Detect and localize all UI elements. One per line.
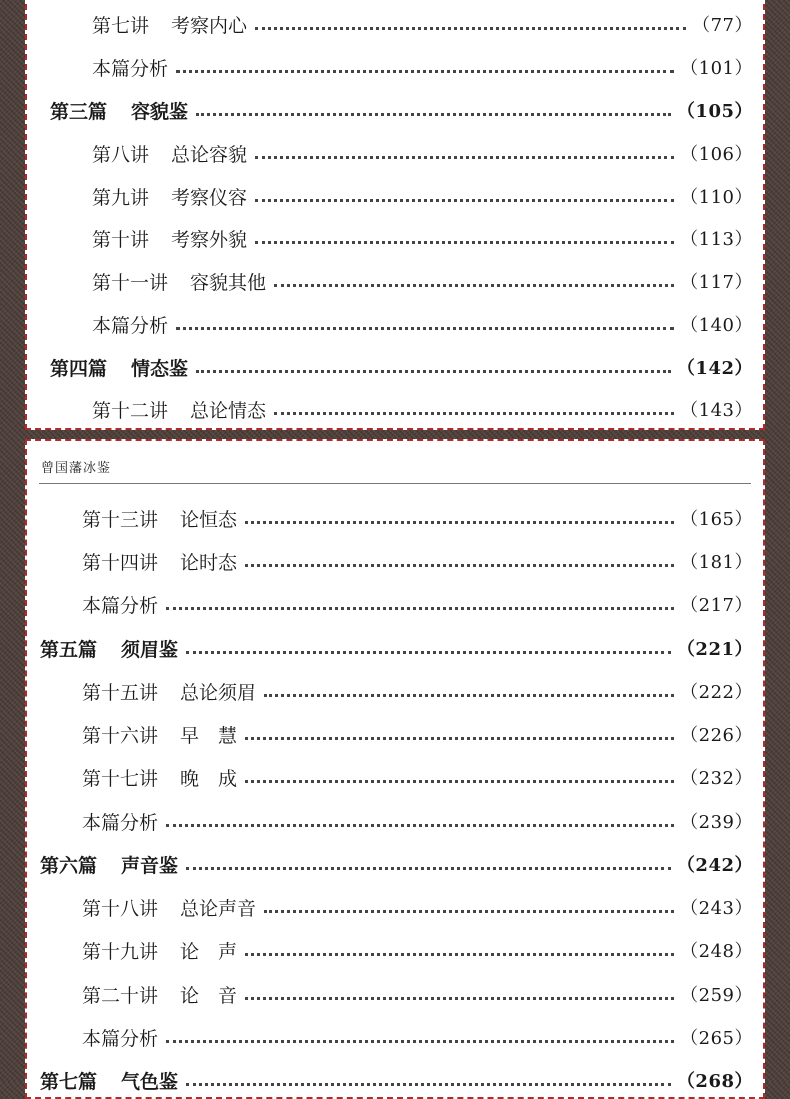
lecture-number: 第十讲 bbox=[92, 229, 150, 251]
lecture-number: 第十七讲 bbox=[82, 768, 159, 790]
dot-leader bbox=[255, 241, 674, 244]
dot-leader bbox=[245, 997, 674, 1000]
dot-leader bbox=[186, 1083, 671, 1086]
lecture-title: 论恒态 bbox=[180, 509, 238, 531]
page-number: （110） bbox=[680, 187, 753, 208]
page-number: （142） bbox=[676, 358, 753, 379]
lecture-number: 第二十讲 bbox=[82, 985, 159, 1007]
toc-entry-lecture-19 bbox=[82, 937, 753, 967]
toc-entry-label bbox=[82, 764, 237, 794]
dot-leader bbox=[245, 564, 674, 567]
lecture-number: 第十九讲 bbox=[82, 941, 159, 963]
page-number: （165） bbox=[680, 509, 753, 530]
toc-entry-part-5 bbox=[40, 635, 753, 665]
toc-entry-label bbox=[82, 937, 237, 967]
lecture-number: 第七讲 bbox=[92, 15, 150, 37]
lecture-title: 容貌其他 bbox=[190, 272, 267, 294]
page-number: （222） bbox=[680, 682, 753, 703]
toc-page-upper bbox=[25, 0, 765, 430]
analysis-label: 本篇分析 bbox=[92, 315, 169, 337]
part-number: 第五篇 bbox=[40, 639, 98, 661]
dot-leader bbox=[274, 412, 674, 415]
lecture-number: 第十二讲 bbox=[92, 400, 169, 422]
lecture-title: 考察内心 bbox=[171, 15, 248, 37]
page-number: （226） bbox=[680, 725, 753, 746]
page-number: （105） bbox=[676, 101, 753, 122]
page-number: （268） bbox=[676, 1071, 753, 1092]
page-number: （143） bbox=[680, 400, 753, 421]
page-number: （265） bbox=[680, 1028, 753, 1049]
dot-leader bbox=[264, 694, 674, 697]
analysis-label: 本篇分析 bbox=[82, 595, 159, 617]
running-header: 曾国藩冰鉴 bbox=[41, 461, 112, 476]
toc-entry-part-6 bbox=[40, 851, 753, 881]
lecture-title: 考察外貌 bbox=[171, 229, 248, 251]
dot-leader bbox=[166, 607, 674, 610]
toc-entry-label bbox=[82, 808, 158, 838]
page-number: （217） bbox=[680, 595, 753, 616]
toc-entry-label bbox=[92, 140, 247, 170]
toc-entry-label bbox=[82, 591, 158, 621]
toc-entry-analysis bbox=[92, 54, 753, 84]
toc-entry-lecture-16 bbox=[82, 721, 753, 751]
toc-entry-label bbox=[50, 97, 188, 127]
toc-entry-lecture-10 bbox=[92, 225, 753, 255]
toc-entry-analysis bbox=[92, 311, 753, 341]
part-number: 第六篇 bbox=[40, 855, 98, 877]
part-number: 第三篇 bbox=[50, 101, 108, 123]
dot-leader bbox=[274, 284, 674, 287]
lecture-title: 晚 成 bbox=[180, 768, 238, 790]
page-number: （239） bbox=[680, 812, 753, 833]
toc-entry-lecture-14 bbox=[82, 548, 753, 578]
toc-entry-lecture-20 bbox=[82, 981, 753, 1011]
part-number: 第七篇 bbox=[40, 1071, 98, 1093]
toc-entry-lecture-8 bbox=[92, 140, 753, 170]
toc-entry-analysis bbox=[82, 808, 753, 838]
toc-entry-lecture-15 bbox=[82, 678, 753, 708]
page-number: （232） bbox=[680, 768, 753, 789]
header-divider bbox=[39, 483, 751, 484]
toc-entry-part-4 bbox=[50, 354, 753, 384]
dot-leader bbox=[166, 824, 674, 827]
toc-entry-label bbox=[82, 678, 256, 708]
toc-entry-label bbox=[82, 505, 237, 535]
page-number: （181） bbox=[680, 552, 753, 573]
lecture-number: 第十一讲 bbox=[92, 272, 169, 294]
toc-entry-label bbox=[50, 354, 188, 384]
dot-leader bbox=[245, 521, 674, 524]
lecture-number: 第十三讲 bbox=[82, 509, 159, 531]
toc-entry-lecture-17 bbox=[82, 764, 753, 794]
analysis-label: 本篇分析 bbox=[92, 58, 169, 80]
lecture-title: 论时态 bbox=[180, 552, 238, 574]
dot-leader bbox=[166, 1040, 674, 1043]
dot-leader bbox=[264, 910, 674, 913]
lecture-title: 考察仪容 bbox=[171, 187, 248, 209]
toc-entry-label bbox=[82, 894, 256, 924]
toc-entry-lecture-9 bbox=[92, 183, 753, 213]
page-number: （140） bbox=[680, 315, 753, 336]
toc-entry-lecture-18 bbox=[82, 894, 753, 924]
part-title: 须眉鉴 bbox=[121, 639, 179, 661]
page-number: （77） bbox=[692, 15, 753, 36]
toc-entry-part-7 bbox=[40, 1067, 753, 1097]
toc-entry-label bbox=[82, 721, 237, 751]
page-number: （248） bbox=[680, 941, 753, 962]
page-number: （221） bbox=[676, 639, 753, 660]
dot-leader bbox=[186, 651, 671, 654]
toc-entry-lecture-11 bbox=[92, 268, 753, 298]
toc-entry-label bbox=[92, 11, 247, 41]
dot-leader bbox=[255, 199, 674, 202]
toc-entry-label bbox=[82, 548, 237, 578]
toc-entry-analysis bbox=[82, 591, 753, 621]
lecture-number: 第十四讲 bbox=[82, 552, 159, 574]
toc-entry-label bbox=[40, 851, 178, 881]
part-title: 气色鉴 bbox=[121, 1071, 179, 1093]
dot-leader bbox=[245, 737, 674, 740]
lecture-number: 第九讲 bbox=[92, 187, 150, 209]
toc-entry-label bbox=[92, 396, 266, 426]
toc-entry-label bbox=[92, 183, 247, 213]
lecture-number: 第十六讲 bbox=[82, 725, 159, 747]
dot-leader bbox=[176, 327, 674, 330]
dot-leader bbox=[176, 70, 674, 73]
page-number: （101） bbox=[680, 58, 753, 79]
lecture-title: 论 音 bbox=[180, 985, 238, 1007]
toc-entry-label bbox=[82, 981, 237, 1011]
part-number: 第四篇 bbox=[50, 358, 108, 380]
dot-leader bbox=[245, 953, 674, 956]
part-title: 情态鉴 bbox=[131, 358, 189, 380]
toc-entry-label bbox=[82, 1024, 158, 1054]
page-number: （243） bbox=[680, 898, 753, 919]
lecture-title: 总论容貌 bbox=[171, 144, 248, 166]
lecture-number: 第十八讲 bbox=[82, 898, 159, 920]
toc-entry-label bbox=[92, 268, 266, 298]
lecture-number: 第十五讲 bbox=[82, 682, 159, 704]
toc-entry-label bbox=[40, 1067, 178, 1097]
lecture-number: 第八讲 bbox=[92, 144, 150, 166]
lecture-title: 论 声 bbox=[180, 941, 238, 963]
lecture-title: 总论声音 bbox=[180, 898, 257, 920]
part-title: 容貌鉴 bbox=[131, 101, 189, 123]
dot-leader bbox=[255, 156, 674, 159]
analysis-label: 本篇分析 bbox=[82, 1028, 159, 1050]
page-number: （117） bbox=[680, 272, 753, 293]
page-number: （259） bbox=[680, 985, 753, 1006]
dot-leader bbox=[196, 113, 671, 116]
part-title: 声音鉴 bbox=[121, 855, 179, 877]
toc-entry-lecture-12 bbox=[92, 396, 753, 426]
page-number: （113） bbox=[680, 229, 753, 250]
analysis-label: 本篇分析 bbox=[82, 812, 159, 834]
lecture-title: 总论情态 bbox=[190, 400, 267, 422]
toc-entry-label bbox=[92, 225, 247, 255]
toc-entry-part-3 bbox=[50, 97, 753, 127]
toc-entry-lecture-7 bbox=[92, 11, 753, 41]
toc-entry-label bbox=[92, 311, 168, 341]
page-number: （106） bbox=[680, 144, 753, 165]
lecture-title: 总论须眉 bbox=[180, 682, 257, 704]
dot-leader bbox=[196, 370, 671, 373]
toc-entry-label bbox=[40, 635, 178, 665]
toc-page-lower bbox=[25, 439, 765, 1099]
dot-leader bbox=[245, 780, 674, 783]
dot-leader bbox=[186, 867, 671, 870]
toc-entry-analysis bbox=[82, 1024, 753, 1054]
dot-leader bbox=[255, 27, 686, 30]
page-number: （242） bbox=[676, 855, 753, 876]
lecture-title: 早 慧 bbox=[180, 725, 238, 747]
toc-entry-label bbox=[92, 54, 168, 84]
toc-entry-lecture-13 bbox=[82, 505, 753, 535]
